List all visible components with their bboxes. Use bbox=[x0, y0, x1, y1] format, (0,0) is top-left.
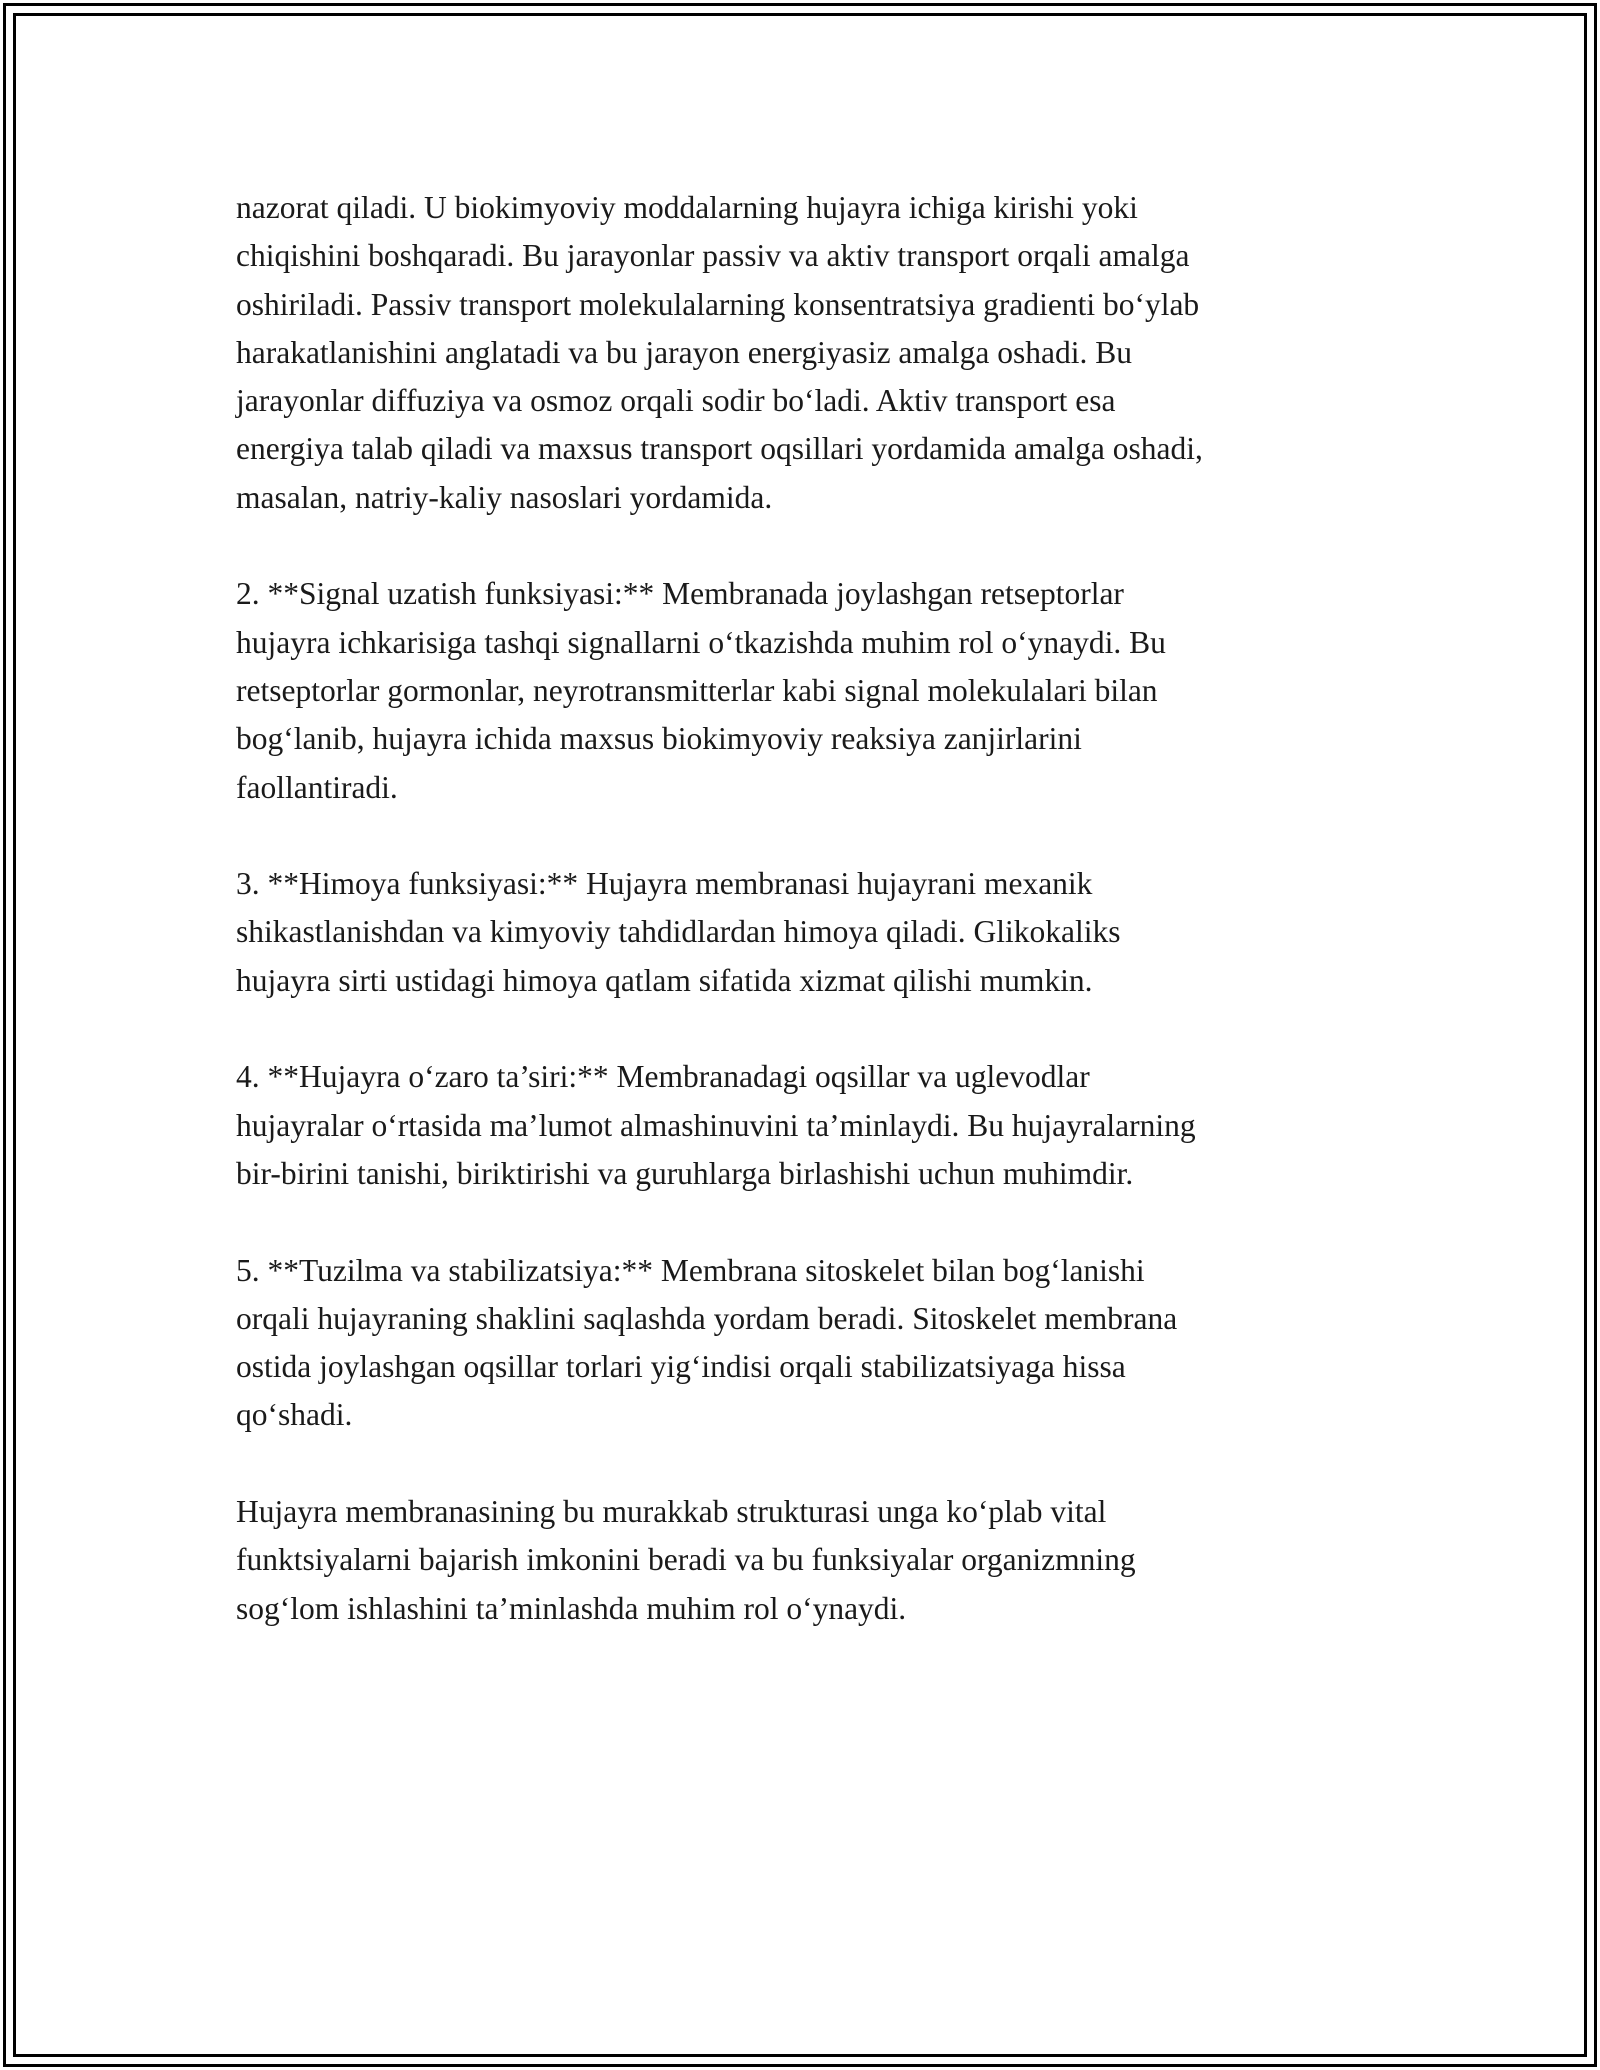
paragraph-transport bbox=[236, 184, 1376, 522]
text-line: ostida joylashgan oqsillar torlari yig‘indisi orqali stabilizatsiyaga hissa bbox=[236, 1349, 1126, 1385]
text-line: sog‘lom ishlashini ta’minlashda muhim rol o‘ynaydi. bbox=[236, 1590, 907, 1626]
text-line: 4. **Hujayra o‘zaro ta’siri:** Membranadagi oqsillar va uglevodlar bbox=[236, 1059, 1090, 1095]
text-line: bir-birini tanishi, biriktirishi va guruhlarga birlashishi uchun muhimdir. bbox=[236, 1155, 1134, 1191]
text-line: bog‘lanib, hujayra ichida maxsus biokimyoviy reaksiya zanjirlarini bbox=[236, 721, 1082, 757]
text-line: orqali hujayraning shaklini saqlashda yordam beradi. Sitoskelet membrana bbox=[236, 1300, 1178, 1336]
text-line: nazorat qiladi. U biokimyoviy moddalarning hujayra ichiga kirishi yoki bbox=[236, 190, 1138, 225]
paragraph-conclusion bbox=[236, 1488, 1376, 1633]
paragraph-protection-function bbox=[236, 860, 1376, 1005]
text-line: harakatlanishini anglatadi va bu jarayon energiyasiz amalga oshadi. Bu bbox=[236, 334, 1132, 370]
paragraph-structure-stabilization bbox=[236, 1247, 1376, 1440]
text-line: masalan, natriy-kaliy nasoslari yordamida. bbox=[236, 479, 773, 515]
text-line: 3. **Himoya funksiyasi:** Hujayra membranasi hujayrani mexanik bbox=[236, 866, 1093, 902]
text-line: Hujayra membranasining bu murakkab strukturasi unga ko‘plab vital bbox=[236, 1494, 1107, 1530]
text-line: chiqishini boshqaradi. Bu jarayonlar passiv va aktiv transport orqali amalga bbox=[236, 238, 1190, 274]
paragraph-signal-function bbox=[236, 570, 1376, 811]
text-line: jarayonlar diffuziya va osmoz orqali sodir bo‘ladi. Aktiv transport esa bbox=[236, 383, 1116, 419]
text-line: hujayra ichkarisiga tashqi signallarni o‘tkazishda muhim rol o‘ynaydi. Bu bbox=[236, 624, 1166, 660]
text-line: oshiriladi. Passiv transport molekulalarning konsentratsiya gradienti bo‘ylab bbox=[236, 286, 1200, 322]
text-line: shikastlanishdan va kimyoviy tahdidlardan himoya qiladi. Glikokaliks bbox=[236, 914, 1121, 950]
document-body bbox=[236, 184, 1376, 1681]
text-line: funktsiyalarni bajarish imkonini beradi va bu funksiyalar organizmning bbox=[236, 1542, 1136, 1578]
text-line: qo‘shadi. bbox=[236, 1397, 353, 1433]
text-line: hujayra sirti ustidagi himoya qatlam sifatida xizmat qilishi mumkin. bbox=[236, 962, 1093, 998]
text-line: faollantiradi. bbox=[236, 769, 398, 805]
paragraph-cell-interaction bbox=[236, 1053, 1376, 1198]
text-line: retseptorlar gormonlar, neyrotransmitterlar kabi signal molekulalari bilan bbox=[236, 672, 1158, 708]
text-line: hujayralar o‘rtasida ma’lumot almashinuvini ta’minlaydi. Bu hujayralarning bbox=[236, 1107, 1196, 1143]
text-line: 5. **Tuzilma va stabilizatsiya:** Membrana sitoskelet bilan bog‘lanishi bbox=[236, 1252, 1145, 1288]
text-line: energiya talab qiladi va maxsus transport oqsillari yordamida amalga oshadi, bbox=[236, 431, 1203, 467]
text-line: 2. **Signal uzatish funksiyasi:** Membranada joylashgan retseptorlar bbox=[236, 576, 1124, 612]
